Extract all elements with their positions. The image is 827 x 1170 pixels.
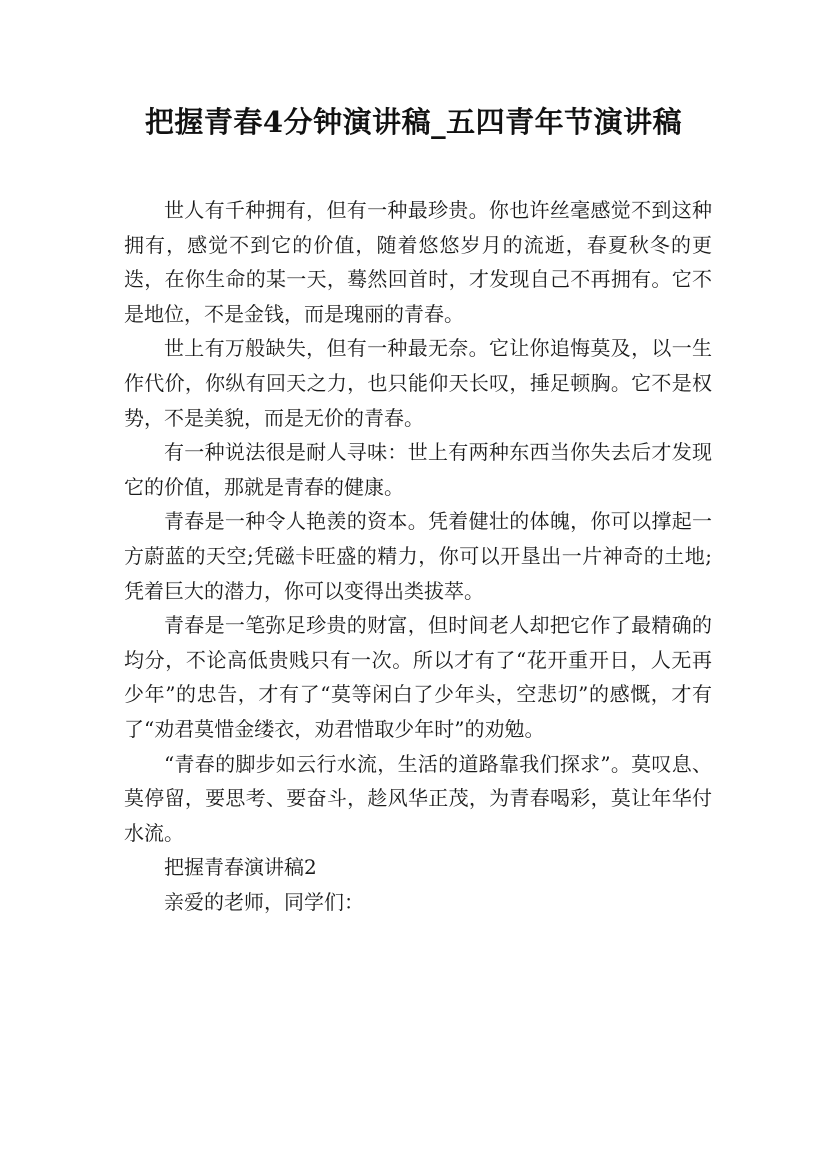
document-title: 把握青春4分钟演讲稿_五四青年节演讲稿 xyxy=(144,105,683,139)
salutation: 亲爱的老师，同学们： xyxy=(164,889,364,914)
document-body xyxy=(124,193,712,919)
paragraph: 世上有万般缺失，但有一种最无奈。它让你追悔莫及，以一生作代价，你纵有回天之力，也只能仰天长叹，捶足顿胸。它不是权势，不是美貌，而是无价的青春。 xyxy=(124,336,712,430)
paragraph: 世人有千种拥有，但有一种最珍贵。你也许丝毫感觉不到这种拥有，感觉不到它的价值，随着悠悠岁月的流逝，春夏秋冬的更迭，在你生命的某一天，蓦然回首时，才发现自己不再拥有。它不是地位，不是金钱，而是瑰丽的青春。 xyxy=(124,198,712,326)
paragraph: 青春是一种令人艳羡的资本。凭着健壮的体魄，你可以撑起一方蔚蓝的天空;凭磁卡旺盛的精力，你可以开垦出一片神奇的土地;凭着巨大的潜力，你可以变得出类拔萃。 xyxy=(124,509,712,603)
paragraph: “青春的脚步如云行水流，生活的道路靠我们探求”。莫叹息、莫停留，要思考、要奋斗，趁风华正茂，为青春喝彩，莫让年华付水流。 xyxy=(124,751,712,845)
paragraph: 青春是一笔弥足珍贵的财富，但时间老人却把它作了最精确的均分，不论高低贵贱只有一次。所以才有了“花开重开日，人无再少年”的忠告，才有了“莫等闲白了少年头，空悲切”的感慨，才有了“劝君莫惜金缕衣，劝君惜取少年时”的劝勉。 xyxy=(124,613,712,741)
paragraph: 有一种说法很是耐人寻味：世上有两种东西当你失去后才发现它的价值，那就是青春的健康。 xyxy=(124,440,712,499)
section-heading: 把握青春演讲稿2 xyxy=(164,855,317,880)
